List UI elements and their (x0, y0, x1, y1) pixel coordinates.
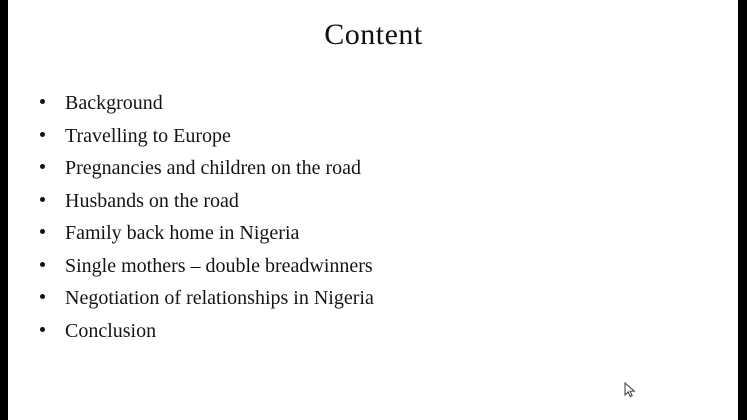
bullet-point-icon (40, 197, 45, 202)
list-item (40, 125, 374, 158)
list-item (40, 222, 374, 255)
list-item-label: Negotiation of relationships in Nigeria (65, 287, 374, 309)
list-item (40, 255, 374, 288)
list-item-label: Travelling to Europe (65, 124, 231, 147)
list-item (40, 92, 374, 125)
slide-title: Content (324, 18, 423, 51)
list-item-label: Pregnancies and children on the road (65, 157, 362, 179)
bullet-point-icon (40, 164, 45, 169)
bullet-point-icon (40, 132, 45, 137)
slide-bullet-list (40, 92, 374, 352)
slide-right-letterbox (738, 0, 747, 420)
list-item (40, 320, 374, 353)
list-item (40, 157, 374, 190)
list-item-label: Background (65, 92, 163, 114)
list-item (40, 287, 374, 320)
bullet-point-icon (40, 327, 45, 332)
list-item-label: Family back home in Nigeria (65, 222, 300, 244)
list-item (40, 190, 374, 223)
bullet-point-icon (40, 99, 45, 104)
mouse-cursor-icon (624, 382, 636, 398)
bullet-point-icon (40, 262, 45, 267)
bullet-point-icon (40, 294, 45, 299)
list-item-label: Single mothers – double breadwinners (65, 254, 373, 277)
list-item-label: Husbands on the road (65, 189, 239, 212)
list-item-label: Conclusion (65, 319, 157, 342)
bullet-point-icon (40, 229, 45, 234)
slide-left-letterbox (0, 0, 8, 420)
